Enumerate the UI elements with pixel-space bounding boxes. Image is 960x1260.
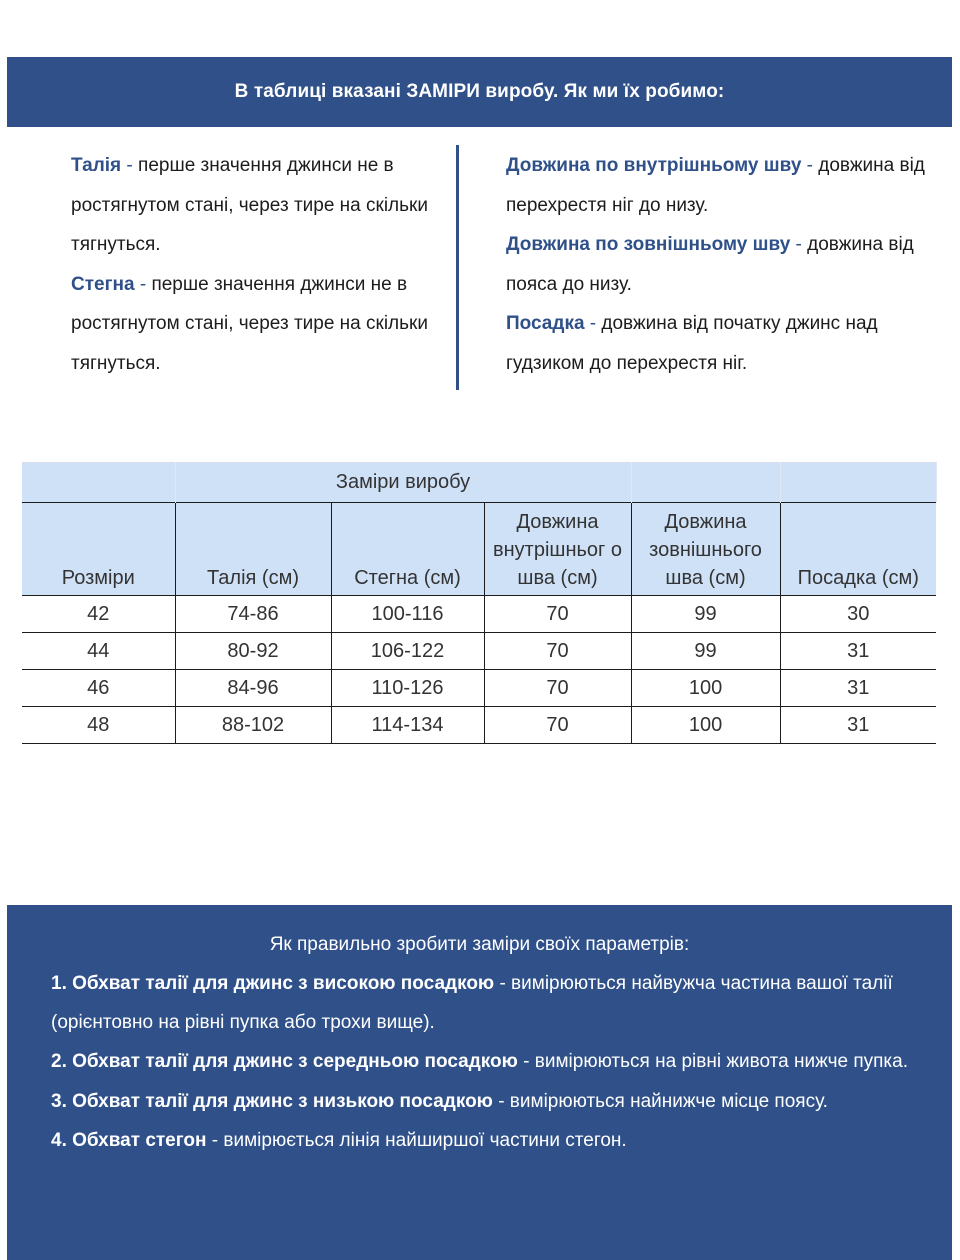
table-cell: 70 (484, 707, 631, 744)
table-cell: 80-92 (175, 633, 331, 670)
definition-separator: - (790, 234, 808, 255)
table-group-spacer (631, 463, 780, 503)
definitions-left (71, 146, 446, 383)
instruction-heading: 2. Обхват талії для джинс з середньою посадкою (51, 1051, 518, 1073)
table-cell: 31 (780, 670, 936, 707)
table-cell: 110-126 (331, 670, 484, 707)
instruction-heading: 3. Обхват талії для джинс з низькою посадкою (51, 1090, 493, 1112)
column-header-inseam: Довжина внутрішньог о шва (см) (484, 503, 631, 596)
table-cell: 74-86 (175, 596, 331, 633)
table-cell: 31 (780, 707, 936, 744)
column-header-rise: Посадка (см) (780, 503, 936, 596)
definition-text: довжина від пояса до низу. (506, 234, 914, 295)
column-header-outseam: Довжина зовнішнього шва (см) (631, 503, 780, 596)
table-row (22, 596, 936, 633)
definition-term: Талія (71, 155, 122, 176)
instruction-heading: 4. Обхват стегон (51, 1129, 207, 1151)
table-cell: 48 (22, 707, 175, 744)
definition-term: Довжина по внутрішньому шву (506, 155, 802, 176)
instruction-text: - вимірюються найнижче місце поясу. (492, 1090, 828, 1112)
table-cell: 84-96 (175, 670, 331, 707)
instruction-text: - вимірюються найвужча частина вашої талії (орієнтовно на рівні пупка або трохи вище). (51, 973, 893, 1034)
instructions-list (51, 964, 931, 1160)
instruction-heading: 1. Обхват талії для джинс з високою посадкою (51, 973, 495, 994)
definitions-right (506, 146, 936, 383)
definition-separator: - (134, 273, 152, 295)
table-header-row (22, 503, 936, 596)
definition-text: перше значення джинси не в ростягнутом стані, через тире на скільки тягнуться. (71, 273, 428, 374)
definition-separator: - (121, 155, 139, 176)
definition-term: Стегна (71, 273, 135, 295)
instruction-item (51, 1042, 931, 1081)
definition-separator: - (801, 155, 819, 176)
table-cell: 70 (484, 670, 631, 707)
table-group-spacer (780, 463, 936, 503)
table-cell: 99 (631, 596, 780, 633)
table-cell: 88-102 (175, 707, 331, 744)
table-cell: 70 (484, 596, 631, 633)
table-cell: 99 (631, 633, 780, 670)
instruction-item (51, 1082, 931, 1121)
size-table (22, 462, 937, 744)
instructions-panel (7, 905, 952, 1260)
definition-term: Довжина по зовнішньому шву (506, 234, 791, 255)
table-cell: 44 (22, 633, 175, 670)
column-header-waist: Талія (см) (175, 503, 331, 596)
header-title: В таблиці вказані ЗАМІРИ виробу. Як ми їх робимо: (234, 81, 725, 102)
table-cell: 100-116 (331, 596, 484, 633)
instruction-item (51, 964, 931, 1042)
table-cell: 42 (22, 596, 175, 633)
table-cell: 46 (22, 670, 175, 707)
definition-text: довжина від початку джинс над гудзиком до перехрестя ніг. (506, 313, 878, 374)
instruction-text: - вимірюються на рівні живота нижче пупка. (517, 1051, 908, 1073)
table-cell: 31 (780, 633, 936, 670)
definition-term: Посадка (506, 313, 585, 334)
table-row (22, 633, 936, 670)
table-row (22, 707, 936, 744)
definition-text: перше значення джинси не в ростягнутом стані, через тире на скільки тягнуться. (71, 155, 428, 255)
column-header-size: Розміри (22, 503, 175, 596)
column-divider (456, 145, 459, 390)
table-row (22, 670, 936, 707)
header-banner (7, 57, 952, 127)
definition-outseam (506, 225, 936, 304)
table-cell: 114-134 (331, 707, 484, 744)
table-cell: 30 (780, 596, 936, 633)
column-header-hips: Стегна (см) (331, 503, 484, 596)
definition-rise (506, 304, 936, 383)
table-group-header-row (22, 463, 936, 503)
instructions-title: Як правильно зробити заміри своїх параметрів: (269, 934, 690, 955)
definition-inseam (506, 146, 936, 225)
table-group-header: Заміри виробу (175, 463, 631, 503)
table-group-spacer (22, 463, 175, 503)
instruction-item (51, 1121, 931, 1160)
table-cell: 100 (631, 670, 780, 707)
table-cell: 70 (484, 633, 631, 670)
definition-hips (71, 265, 446, 384)
definition-waist (71, 146, 446, 265)
definition-separator: - (584, 313, 602, 334)
instruction-text: - вимірюється лінія найширшої частини стегон. (206, 1129, 627, 1151)
table-cell: 106-122 (331, 633, 484, 670)
table-cell: 100 (631, 707, 780, 744)
size-table-container (22, 462, 936, 744)
definition-text: довжина від перехрестя ніг до низу. (506, 155, 925, 216)
